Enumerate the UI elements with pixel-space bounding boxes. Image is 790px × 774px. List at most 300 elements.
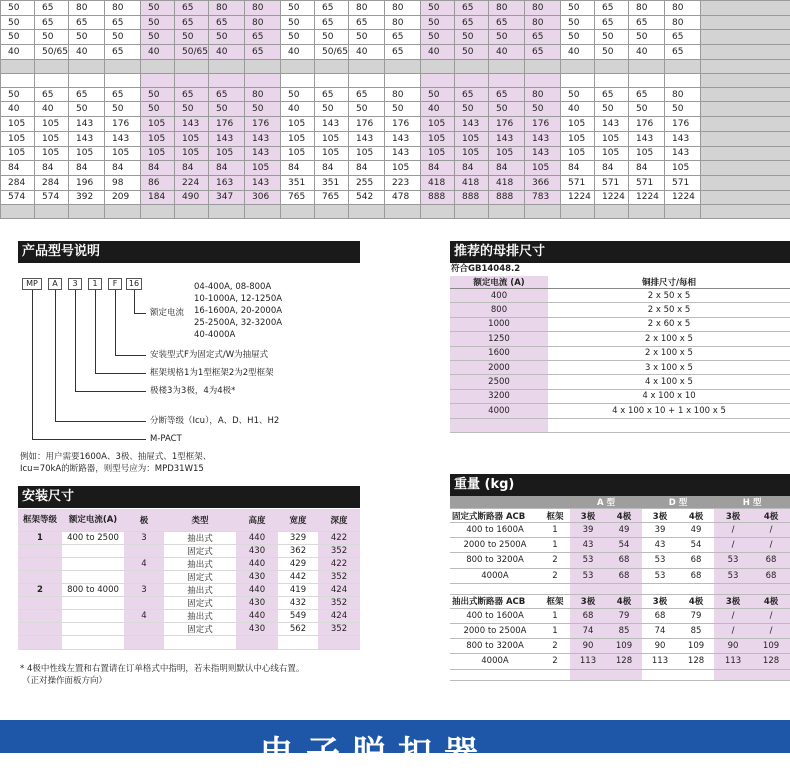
top-table-cell: 65 <box>385 45 421 60</box>
top-table-cell: 888 <box>489 190 525 205</box>
top-table-side-cell <box>701 161 790 176</box>
weight-row <box>450 654 790 669</box>
top-table-cell: 65 <box>525 45 561 60</box>
weight-cell: 68 <box>752 568 790 583</box>
top-table-cell: 40 <box>349 45 385 60</box>
install-cell: 442 <box>278 570 318 583</box>
top-table-cell: 50/65 <box>315 45 349 60</box>
top-table-cell: 50 <box>455 102 489 117</box>
weight-section-title: 重量 (kg) <box>450 474 790 496</box>
weight-group-h: H 型 <box>714 496 790 509</box>
busbar-size: 2 x 100 x 5 <box>548 346 790 360</box>
series-label: M-PACT <box>150 434 182 445</box>
top-table-cell: 50 <box>665 102 701 117</box>
weight-cell: 68 <box>606 568 642 583</box>
top-table-cell: 50 <box>349 30 385 45</box>
top-table-cell: 80 <box>349 1 385 16</box>
top-table-cell: 223 <box>385 175 421 190</box>
weight-cell: 109 <box>752 639 790 654</box>
install-cell: 抽出式 <box>164 609 236 622</box>
top-table-cell: 65 <box>665 45 701 60</box>
install-cell: 422 <box>318 557 360 570</box>
top-table-cell: 65 <box>525 30 561 45</box>
weight-row <box>450 538 790 553</box>
weight-cell: 53 <box>570 568 606 583</box>
install-type-label: 安装型式F为固定式/W为抽屉式 <box>150 350 268 361</box>
install-cell: 抽出式 <box>164 557 236 570</box>
weight-cell: / <box>752 623 790 638</box>
top-table-cell: 143 <box>525 146 561 161</box>
top-table-cell: 105 <box>105 146 141 161</box>
weight-cell: 53 <box>714 568 752 583</box>
top-table-row <box>1 190 790 205</box>
busbar-size: 2 x 60 x 5 <box>548 317 790 331</box>
top-table-cell: 98 <box>105 175 141 190</box>
top-table-side-cell <box>701 102 790 117</box>
weight-cell: 68 <box>642 608 678 623</box>
weight-cell: / <box>752 608 790 623</box>
weight-cell: / <box>752 538 790 553</box>
top-table-cell: 84 <box>69 161 105 176</box>
frame-spec-label: 框架规格1为1型框架2为2型框架 <box>150 368 274 379</box>
top-table-row <box>1 146 790 161</box>
top-table-cell: 40 <box>1 102 35 117</box>
install-cell: 430 <box>236 544 278 557</box>
weight-cell: 53 <box>714 553 752 568</box>
weight-row <box>450 623 790 638</box>
top-table-cell: 50 <box>35 30 69 45</box>
top-table-cell: 176 <box>525 117 561 132</box>
top-table-cell: 105 <box>175 131 209 146</box>
weight-cell: 53 <box>570 553 606 568</box>
install-cell: 549 <box>278 609 318 622</box>
top-table-cell: 50 <box>281 30 315 45</box>
top-table-cell: 65 <box>629 15 665 30</box>
top-table-cell: 65 <box>175 15 209 30</box>
top-table-cell: 65 <box>595 15 629 30</box>
top-table-cell: 143 <box>349 131 385 146</box>
model-section-title: 产品型号说明 <box>18 241 360 263</box>
top-table-cell: 143 <box>175 117 209 132</box>
top-table-cell: 765 <box>315 190 349 205</box>
top-table-cell: 50 <box>281 1 315 16</box>
weight-cell: 400 to 1600A <box>450 608 540 623</box>
example-line-2: Icu=70kA的断路器，则型号应为：MPD31W15 <box>20 464 204 475</box>
top-table-cell: 40 <box>281 102 315 117</box>
install-cell: 352 <box>318 544 360 557</box>
install-cell <box>62 596 124 609</box>
top-table-side-cell <box>701 117 790 132</box>
weight-cell: 1 <box>540 608 570 623</box>
top-table-cell: 84 <box>1 161 35 176</box>
top-table-cell: 50 <box>105 102 141 117</box>
weight-cell: 1 <box>540 623 570 638</box>
top-table-cell: 143 <box>665 131 701 146</box>
top-table-cell: 542 <box>349 190 385 205</box>
top-table-cell: 105 <box>421 131 455 146</box>
install-row <box>18 596 360 609</box>
busbar-col-current: 额定电流 (A) <box>450 276 548 289</box>
banner-title: 电子脱扣器 <box>260 734 490 774</box>
install-cell: 固定式 <box>164 622 236 635</box>
weight-subheader-cell: 4极 <box>752 509 790 523</box>
top-table-cell: 418 <box>489 175 525 190</box>
top-table-cell: 80 <box>629 1 665 16</box>
top-table-cell: 105 <box>281 131 315 146</box>
install-cell: 424 <box>318 583 360 596</box>
weight-row <box>450 553 790 568</box>
top-table-cell: 65 <box>385 30 421 45</box>
top-table-cell: 84 <box>141 161 175 176</box>
install-cell <box>62 570 124 583</box>
top-table-cell: 224 <box>175 175 209 190</box>
top-table-side-cell <box>701 131 790 146</box>
weight-cell: 39 <box>642 523 678 538</box>
weight-cell: 49 <box>606 523 642 538</box>
install-cell <box>62 544 124 557</box>
top-table-cell: 143 <box>385 146 421 161</box>
install-cell: 422 <box>318 531 360 544</box>
top-table-cell: 105 <box>665 161 701 176</box>
install-row <box>18 609 360 622</box>
weight-row <box>450 608 790 623</box>
top-table-cell: 80 <box>665 1 701 16</box>
top-table-cell: 143 <box>245 175 281 190</box>
weight-subheader-cell: 4极 <box>678 594 714 608</box>
busbar-header-row <box>450 276 790 289</box>
current-range-5: 40-4000A <box>194 330 235 341</box>
code-box-poles: 3 <box>68 278 82 290</box>
top-table-cell: 80 <box>385 1 421 16</box>
busbar-current: 1600 <box>450 346 548 360</box>
top-table-cell: 143 <box>525 131 561 146</box>
top-table-cell: 50 <box>141 102 175 117</box>
install-row <box>18 531 360 544</box>
top-table-cell: 176 <box>349 117 385 132</box>
busbar-current: 4000 <box>450 404 548 418</box>
install-cell: 固定式 <box>164 544 236 557</box>
install-col-height: 高度 <box>236 509 278 531</box>
busbar-current: 1250 <box>450 332 548 346</box>
top-table-cell: 176 <box>629 117 665 132</box>
top-table-cell: 347 <box>209 190 245 205</box>
top-table-cell: 143 <box>315 117 349 132</box>
top-table-cell: 888 <box>421 190 455 205</box>
top-table-footer <box>1 205 790 219</box>
top-table-upper-rows <box>1 1 790 60</box>
weight-subheader-cell: 3极 <box>642 594 678 608</box>
top-table-cell: 40 <box>629 45 665 60</box>
top-table-cell: 65 <box>315 1 349 16</box>
top-table-cell: 366 <box>525 175 561 190</box>
top-table-cell: 105 <box>561 146 595 161</box>
top-table-cell: 105 <box>245 161 281 176</box>
top-table-cell: 50 <box>385 102 421 117</box>
weight-cell: 128 <box>606 654 642 669</box>
top-table-cell: 105 <box>209 146 245 161</box>
install-cell: 352 <box>318 622 360 635</box>
top-table-cell: 143 <box>629 131 665 146</box>
weight-cell: 90 <box>642 639 678 654</box>
weight-cell: 90 <box>570 639 606 654</box>
busbar-row <box>450 375 790 389</box>
top-table-cell: 143 <box>69 117 105 132</box>
install-body <box>18 531 360 635</box>
top-table-lower-rows <box>1 87 790 205</box>
top-table-cell: 50 <box>455 30 489 45</box>
top-table-cell: 571 <box>665 175 701 190</box>
example-line-1: 例如：用户需要1600A、3极、抽屉式、1型框架、 <box>20 452 211 463</box>
weight-cell: 800 to 3200A <box>450 553 540 568</box>
weight-cell: 800 to 3200A <box>450 639 540 654</box>
top-table-cell: 143 <box>595 117 629 132</box>
install-col-current: 额定电流(A) <box>62 509 124 531</box>
top-table-cell: 105 <box>455 146 489 161</box>
weight-cell: / <box>714 608 752 623</box>
top-table-side-cell <box>701 175 790 190</box>
top-table-cell: 105 <box>349 146 385 161</box>
top-table-cell: 65 <box>35 1 69 16</box>
top-table-cell: 80 <box>385 15 421 30</box>
top-table-cell: 571 <box>561 175 595 190</box>
top-table-cell: 143 <box>665 146 701 161</box>
top-table-cell: 84 <box>629 161 665 176</box>
code-box-current: 16 <box>126 278 142 290</box>
top-table-cell: 65 <box>105 45 141 60</box>
weight-cell: 1 <box>540 523 570 538</box>
top-table-cell: 50 <box>69 30 105 45</box>
top-table-cell: 783 <box>525 190 561 205</box>
top-table-cell: 765 <box>281 190 315 205</box>
top-table-cell: 84 <box>315 161 349 176</box>
top-table-cell: 84 <box>105 161 141 176</box>
top-table-cell: 40 <box>421 45 455 60</box>
busbar-row <box>450 360 790 374</box>
install-cell: 4 <box>124 557 164 570</box>
top-table-cell: 105 <box>421 146 455 161</box>
top-table-cell: 571 <box>629 175 665 190</box>
busbar-size: 4 x 100 x 10 <box>548 389 790 403</box>
top-table-cell: 84 <box>281 161 315 176</box>
weight-subheader-cell: 框架 <box>540 594 570 608</box>
install-cell: 固定式 <box>164 596 236 609</box>
top-table-cell: 65 <box>175 1 209 16</box>
top-table-cell: 80 <box>105 1 141 16</box>
top-table-cell: 105 <box>595 131 629 146</box>
top-table-cell: 65 <box>35 87 69 102</box>
top-table-cell: 105 <box>35 117 69 132</box>
top-table-cell: 351 <box>315 175 349 190</box>
install-cell <box>62 557 124 570</box>
weight-row <box>450 523 790 538</box>
top-table-cell: 50 <box>141 15 175 30</box>
top-table-side-cell <box>701 87 790 102</box>
top-table-cell: 50/65 <box>175 45 209 60</box>
top-table-cell: 888 <box>455 190 489 205</box>
top-table-cell: 418 <box>421 175 455 190</box>
weight-cell: 113 <box>642 654 678 669</box>
busbar-table <box>450 276 790 433</box>
top-table-cell: 65 <box>455 15 489 30</box>
top-table-cell: 50 <box>175 30 209 45</box>
top-table-cell: 80 <box>69 1 105 16</box>
top-table-cell: 1224 <box>595 190 629 205</box>
top-table-side-cell <box>701 15 790 30</box>
top-table-cell: 571 <box>595 175 629 190</box>
weight-subheader-cell: 框架 <box>540 509 570 523</box>
weight-cell: 109 <box>606 639 642 654</box>
busbar-size: 4 x 100 x 5 <box>548 375 790 389</box>
top-table-cell: 105 <box>561 131 595 146</box>
install-cell: 430 <box>236 596 278 609</box>
install-cell: 440 <box>236 583 278 596</box>
install-row <box>18 622 360 635</box>
top-table-cell: 80 <box>489 1 525 16</box>
top-table-cell: 50 <box>141 87 175 102</box>
current-range-2: 10-1000A, 12-1250A <box>194 294 282 305</box>
install-cell <box>124 596 164 609</box>
top-table-cell: 105 <box>141 131 175 146</box>
top-table-row <box>1 15 790 30</box>
weight-cell: 68 <box>678 553 714 568</box>
install-section-title: 安装尺寸 <box>18 486 360 508</box>
top-table-cell: 40 <box>69 45 105 60</box>
weight-fixed-section <box>450 509 790 584</box>
top-table-row <box>1 30 790 45</box>
install-row <box>18 557 360 570</box>
busbar-size: 2 x 50 x 5 <box>548 289 790 303</box>
install-cell: 432 <box>278 596 318 609</box>
weight-cell: 79 <box>606 608 642 623</box>
weight-cell: 4000A <box>450 654 540 669</box>
top-table-cell: 65 <box>105 87 141 102</box>
top-table-cell: 143 <box>489 131 525 146</box>
top-table-cell: 80 <box>245 87 281 102</box>
weight-subheader-cell: 4极 <box>752 594 790 608</box>
top-table-cell: 105 <box>35 131 69 146</box>
weight-cell: 2000 to 2500A <box>450 623 540 638</box>
top-table-cell: 65 <box>455 87 489 102</box>
top-table-cell: 50 <box>1 87 35 102</box>
install-cell: 562 <box>278 622 318 635</box>
weight-cell: / <box>714 538 752 553</box>
weight-group-row <box>450 496 790 509</box>
weight-cell: 90 <box>714 639 752 654</box>
top-table-cell: 105 <box>421 117 455 132</box>
install-cell <box>62 609 124 622</box>
install-cell: 352 <box>318 596 360 609</box>
top-table-cell: 50 <box>281 87 315 102</box>
top-table-cell: 574 <box>35 190 69 205</box>
busbar-row <box>450 332 790 346</box>
weight-subheader-row <box>450 509 790 523</box>
top-table-cell: 50 <box>1 1 35 16</box>
top-table-cell: 50 <box>421 87 455 102</box>
install-cell: 1 <box>18 531 62 544</box>
top-table-cell: 50 <box>595 45 629 60</box>
top-table-cell: 86 <box>141 175 175 190</box>
install-header-row <box>18 509 360 531</box>
top-table-cell: 65 <box>665 30 701 45</box>
top-table-cell: 80 <box>245 1 281 16</box>
top-table-cell: 143 <box>69 131 105 146</box>
top-table-cell: 65 <box>315 15 349 30</box>
top-table-cell: 50 <box>209 102 245 117</box>
install-cell <box>62 622 124 635</box>
breaking-class-label: 分断等级（Icu），A、D、H1、H2 <box>150 416 279 427</box>
top-table-cell: 40 <box>35 102 69 117</box>
current-range-1: 04-400A, 08-800A <box>194 282 271 293</box>
top-table-cell: 176 <box>245 117 281 132</box>
top-table-cell: 574 <box>1 190 35 205</box>
top-table-cell: 163 <box>209 175 245 190</box>
top-table-cell: 196 <box>69 175 105 190</box>
top-table-cell: 65 <box>349 87 385 102</box>
top-table-cell: 65 <box>315 87 349 102</box>
top-table-cell: 50 <box>489 30 525 45</box>
top-table-cell: 176 <box>385 117 421 132</box>
install-cell: 4 <box>124 609 164 622</box>
top-table-cell: 176 <box>105 117 141 132</box>
top-table-cell: 255 <box>349 175 385 190</box>
top-table-cell: 105 <box>1 131 35 146</box>
top-table-cell: 50 <box>489 102 525 117</box>
weight-cell: 54 <box>606 538 642 553</box>
top-table-side-cell <box>701 45 790 60</box>
top-table-cell: 40 <box>489 45 525 60</box>
top-table-cell: 40 <box>281 45 315 60</box>
weight-subheader-cell: 3极 <box>714 509 752 523</box>
code-box-breaking: A <box>48 278 62 290</box>
top-table-cell: 50 <box>561 87 595 102</box>
top-table-cell: 50 <box>209 30 245 45</box>
poles-label: 极楼3为3极，4为4极* <box>150 386 235 397</box>
install-cell <box>18 622 62 635</box>
weight-cell: 128 <box>752 654 790 669</box>
top-table-row <box>1 87 790 102</box>
top-table-cell: 143 <box>455 117 489 132</box>
code-box-install: F <box>108 278 122 290</box>
install-cell: 440 <box>236 531 278 544</box>
top-table-cell: 418 <box>455 175 489 190</box>
top-table-cell: 80 <box>525 15 561 30</box>
top-table-cell: 176 <box>209 117 245 132</box>
install-cell: 419 <box>278 583 318 596</box>
top-table-cell: 50 <box>595 30 629 45</box>
install-cell: 424 <box>318 609 360 622</box>
top-table-cell: 50 <box>525 102 561 117</box>
busbar-current: 2000 <box>450 360 548 374</box>
top-table-cell: 143 <box>105 131 141 146</box>
top-table-cell: 84 <box>35 161 69 176</box>
busbar-size: 2 x 50 x 5 <box>548 303 790 317</box>
top-table-cell: 105 <box>1 146 35 161</box>
top-table-cell: 50 <box>421 30 455 45</box>
top-table-cell: 50 <box>629 102 665 117</box>
weight-cell: 53 <box>642 568 678 583</box>
busbar-current: 1000 <box>450 317 548 331</box>
busbar-size: 2 x 100 x 5 <box>548 332 790 346</box>
install-col-depth: 深度 <box>318 509 360 531</box>
top-table-cell: 40 <box>1 45 35 60</box>
top-table-cell: 50 <box>421 15 455 30</box>
install-cell: 2 <box>18 583 62 596</box>
weight-cell: 2 <box>540 639 570 654</box>
install-cell: 430 <box>236 622 278 635</box>
top-table-cell: 50 <box>1 15 35 30</box>
top-table-cell: 306 <box>245 190 281 205</box>
top-table-cell: 50 <box>141 30 175 45</box>
